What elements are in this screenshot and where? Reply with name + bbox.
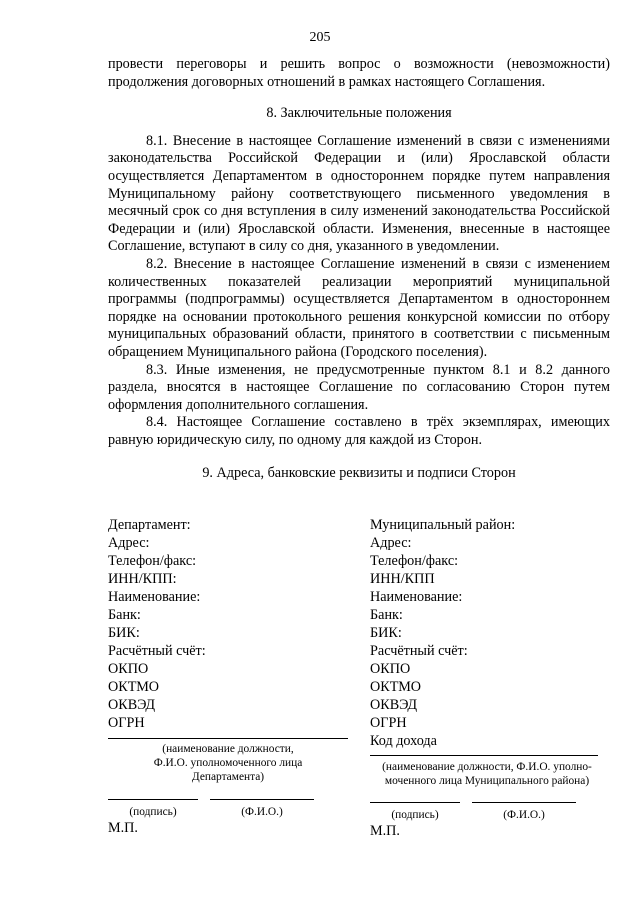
right-field: ОКПО — [370, 661, 411, 677]
left-field: Адрес: — [108, 535, 150, 551]
right-field: ОГРН — [370, 715, 407, 731]
left-field: ОКТМО — [108, 679, 160, 695]
document-body — [108, 56, 610, 495]
left-position-line — [108, 738, 348, 739]
page-number: 205 — [309, 30, 331, 45]
left-party-title: Департамент: — [108, 517, 191, 533]
paragraph-8-2: 8.2. Внесение в настоящее Соглашение изменений в связи с изменением количественных показателей реализации мероприятий муниципальной программы (подпрограммы) осуществляется Департаментом в одностороннем порядке на основании протокольного решения конкурсной комиссии по отбору муниципальных образований области, принятого в соответствии с письменным обращением Муниципального района (Городского поселения). — [108, 255, 610, 360]
intro-paragraph: провести переговоры и решить вопрос о возможности (невозможности) продолжения договорных отношений в рамках настоящего Соглашения. — [108, 56, 610, 90]
paragraph-8-3: 8.3. Иные изменения, не предусмотренные пунктом 8.1 и 8.2 данного раздела, вносятся в настоящее Соглашение по согласованию Сторон путем оформления дополнительного соглашения. — [108, 361, 610, 413]
right-field: Код дохода — [370, 733, 437, 749]
section-8-heading: 8. Заключительные положения — [266, 105, 452, 122]
right-signature-label: (подпись) — [391, 809, 439, 821]
right-field: ОКТМО — [370, 679, 422, 695]
right-caption-line: (наименование должности, Ф.И.О. уполно- — [382, 761, 592, 773]
left-field: ИНН/КПП: — [108, 571, 177, 587]
paragraph-8-4: 8.4. Настоящее Соглашение составлено в трёх экземплярах, имеющих равную юридическую силу, по одному для каждой из Сторон. — [108, 414, 610, 448]
right-field: ИНН/КПП — [370, 571, 435, 587]
right-field: Банк: — [370, 607, 403, 623]
right-signature-line — [370, 802, 460, 803]
paragraph-8-1: 8.1. Внесение в настоящее Соглашение изменений в связи с изменениями законодательства Российской Федерации и (или) Ярославской области осуществляется Департаментом в одностороннем порядке путем направления Муниципальному району соответствующего письменного уведомления в месячный срок со дня вступления в силу изменений законодательства Российской Федерации и (или) Ярославской области. Изменения, внесенные в настоящее Соглашение, вступают в силу со дня, указанного в уведомлении. — [108, 132, 610, 255]
left-party-column — [108, 516, 348, 732]
right-position-line — [370, 755, 598, 756]
right-position-caption — [360, 760, 614, 788]
right-field: Адрес: — [370, 535, 412, 551]
right-field: Наименование: — [370, 589, 463, 605]
left-stamp-mark: М.П. — [108, 820, 138, 836]
left-caption-line: Департамента) — [191, 771, 265, 783]
right-field: Расчётный счёт: — [370, 643, 468, 659]
left-field: Расчётный счёт: — [108, 643, 206, 659]
right-field: БИК: — [370, 625, 402, 641]
left-signature-line — [108, 799, 198, 800]
left-field: Наименование: — [108, 589, 201, 605]
left-signature-label: (подпись) — [129, 806, 177, 818]
right-party-title: Муниципальный район: — [370, 517, 516, 533]
left-caption-line: Ф.И.О. уполномоченного лица — [153, 757, 303, 769]
left-field: ОКПО — [108, 661, 149, 677]
left-field: ОГРН — [108, 715, 145, 731]
left-field: ОКВЭД — [108, 697, 156, 713]
left-name-label: (Ф.И.О.) — [241, 806, 283, 818]
right-field: Телефон/факс: — [370, 553, 459, 569]
right-name-label: (Ф.И.О.) — [503, 809, 545, 821]
section-9-heading: 9. Адреса, банковские реквизиты и подписи Сторон — [202, 465, 516, 482]
right-name-line — [472, 802, 576, 803]
right-caption-line: моченного лица Муниципального района) — [384, 775, 590, 787]
left-position-caption — [108, 742, 348, 784]
right-stamp-mark: М.П. — [370, 823, 400, 839]
left-field: Банк: — [108, 607, 141, 623]
left-field: БИК: — [108, 625, 140, 641]
left-name-line — [210, 799, 314, 800]
right-field: ОКВЭД — [370, 697, 418, 713]
left-field: Телефон/факс: — [108, 553, 197, 569]
right-party-column — [370, 516, 620, 750]
left-caption-line: (наименование должности, — [162, 743, 294, 755]
